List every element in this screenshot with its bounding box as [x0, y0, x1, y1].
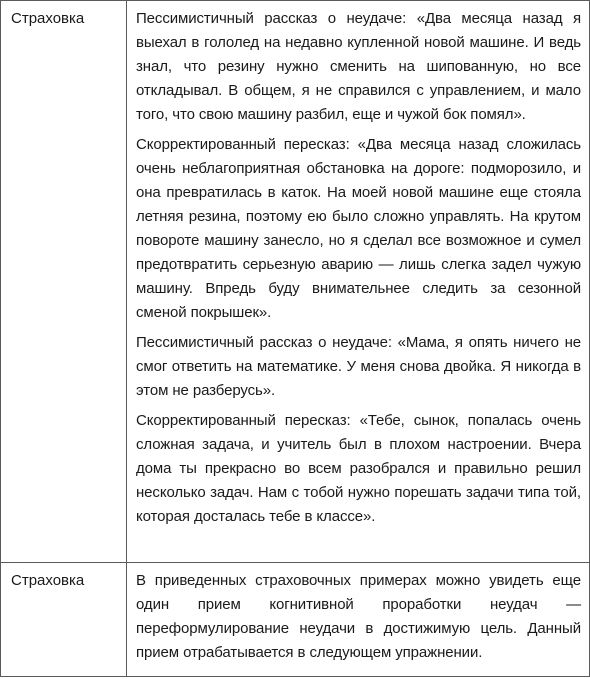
- paragraph: Пессимистичный рассказ о неудаче: «Мама, я опять ничего не смог ответить на математике. У меня снова двойка. Я никогда в этом не разберусь».: [136, 334, 581, 399]
- paragraph: В приведенных страховочных примерах можно увидеть еще один прием когнитивной проработки неудач — переформулирование неудачи в достижимую цель. Данный прием отрабатывается в следующем упражнении.: [136, 572, 581, 661]
- paragraph: Скорректированный пересказ: «Тебе, сынок, попалась очень сложная задача, и учитель был в плохом настроении. Вчера дома ты прекрасно во всем разобрался и правильно решил несколько задач. Нам с тобой нужно порешать задачи типа той, которая досталась тебе в классе».: [136, 412, 581, 525]
- row-text: [127, 1, 590, 563]
- row-label: Страховка: [1, 563, 127, 677]
- row-text: [127, 563, 590, 677]
- row-label: Страховка: [1, 1, 127, 563]
- paragraph: Скорректированный пересказ: «Два месяца назад сложилась очень неблагоприятная обстановка на дороге: подморозило, и она превратилась в каток. На моей новой машине еще стояла летняя резина, поэтому ею было сложно управлять. На крутом повороте машину занесло, но я сделал все возможное и сумел предотвратить серьезную аварию — лишь слегка задел чужую машину. Впредь буду внимательнее следить за сезонной сменой покрышек».: [136, 136, 581, 321]
- table-row: [1, 563, 590, 677]
- paragraph: Пессимистичный рассказ о неудаче: «Два месяца назад я выехал в гололед на недавно купленной новой машине. И ведь знал, что резину нужно сменить на шипованную, но все откладывал. В общем, я не справился с управлением, и мало того, что свою машину разбил, еще и чужой бок помял».: [136, 10, 581, 123]
- table-row: [1, 1, 590, 563]
